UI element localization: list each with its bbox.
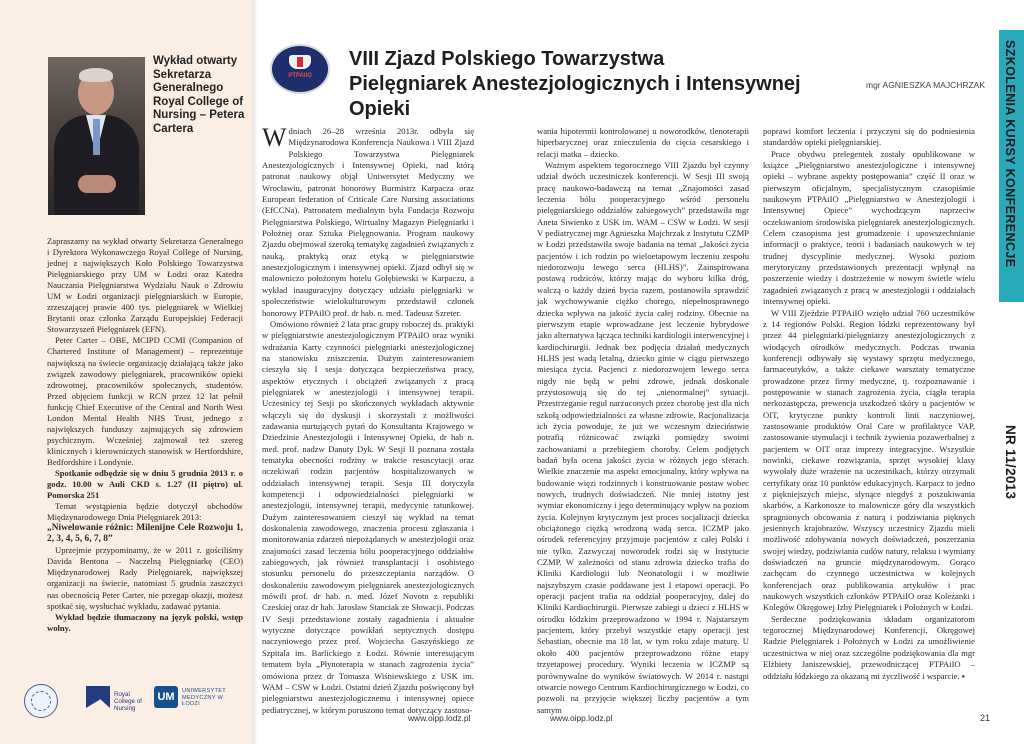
ptpaiio-logo-icon	[270, 44, 330, 94]
announcement-paragraph: Peter Carter – OBE, MCIPD CCMI (Companion of Chartered Institute of Management) – reprezentuje największą na świecie organizację działającą także jako związek zawodowy pielęgniarek, pracowników opieki zdrowotnej, pracowników społecznych, studentów. Przed objęciem funkcji w RCN przez 12 lat pełnił funkcję Chief Executive of the Central and North West London Mental Health NHS Trust, jednego z największych funduszy zajmujących się zdrowiem psychicznym. Wcześniej zajmował też szereg klinicznych i kierowniczych stanowisk w Hertfordshire, Bedfordshire i Londynie.	[47, 335, 243, 467]
footer-url-right: www.oipp.lodz.pl	[550, 713, 613, 723]
lecture-topic: „Niwelowanie różnic: Milenijne Cele Rozwoju 1, 2, 3, 4, 5, 6, 7, 8”	[47, 523, 243, 545]
um-logo-icon: UM	[154, 686, 178, 708]
article-title	[349, 47, 859, 122]
article-paragraph: Wdniach 26–28 września 2013r. odbyła się Międzynarodowa Konferencja Naukowa i VIII Zjazd Polskiego Towarzystwa Pielęgniarek Anestezjologicznych i Intensywnej Opieki, nad którą patronat naukowy objął Uniwersytet Medyczny we Wrocławiu, patronat honorowy Burmistrz Karpacza oraz European federation of Criticale Care Nursing associations (EfCCNa). Patronatem medialnym była Fundacja Rozwoju Pielęgniarstwa Polskiego, Wirtualny Magazyn Pielęgniarki i Położnej oraz Sztuka Pielęgnowania. Program naukowy Zjazdu obejmował szeroką tematykę zagadnień związanych z nauką, praktyką oraz etyką w pielęgniarstwie anestezjologicznym i intensywnej opieki. Zjazd odbył się w malowniczo położonym hotelu Gołębiewski w Karpaczu, a wykład inauguracyjny dotyczący udziału pielęgniarki w społeczeństwie wielokulturowym przedstawił członek honorowy PTPAiIO prof. dr hab. n. med. Tadeusz Szreter.	[262, 123, 474, 318]
footer-url-left: www.oipp.lodz.pl	[408, 713, 471, 723]
article-title-line: Pielęgniarek Anestezjologicznych i Intensywnej Opieki	[349, 73, 801, 120]
article-column-1	[262, 123, 474, 716]
rcn-logo-icon	[86, 686, 110, 708]
announcement-date: Spotkanie odbędzie się w dniu 5 grudnia 2013 r. o godz. 10.00 w Auli CKD s. 1.27 (II piętro) ul. Pomorska 251	[47, 467, 243, 501]
article-paragraph: Omówiono również 2 lata prac grupy roboczej ds. praktyki w pielęgniarstwie anestezjologicznym PTPAiIO oraz wyniki wdrażania Karty czynności pielęgniarki anestezjologicznej na stanowisku zniszczenia. Dużym zainteresowaniem cieszyła się I sesja dotycząca bezpieczeństwa pracy, aspektów etycznych i obciążeń związanych z pracą pielęgniarek w anestezjologii i intensywnej terapii. Uczestnicy tej Sesji po skończonych wykładach aktywnie włączyli się do dyskusji i skorzystali z możliwości zadawania nurtujących pytań do Konsultanta Krajowego w Dziedzinie Anestezjologii i Intensywnej Opieki, dr hab n. med. prof. nadzw Danuty Dyk. W Sesji II poznana została tematyka obecności rodziny w trakcie resuscytacji oraz oczekiwań rodzin pacjentów hospitalizowanych w oddziałach intensywnej terapii. Sesja III dotyczyła kompetencji i odpowiedzialności pielęgniarki w anestezjologii, intensywnej terapii, medycynie ratunkowej. Dużym zainteresowaniem cieszył się wykład na temat doskonalenia zawodowego, znaczenia procesu zgłaszania i monitorowania zdarzeń niepożądanych w anestezjologii oraz znajomości zasad leczenia bólu pooperacyjnego oddziałów zabiegowych, jak również transplantacji i osobistego stosunku personelu do przeszczepiania narządów. O doskonaleniu zawodowym pielęgniarek anestezjologicznych mówili prof. dr hab. n. med. Józef Novotn z republiki Czeskiej oraz dr hab. Jarosław Stanciak ze Słowacji. Podczas IV Sesji przedstawione zostały zagadnienia i aktualne wytyczne dotyczące powikłań septycznych dostępu naczyniowego przez prof. Wojciecha Gaszyńskiego ze Szpitala im. Barlickiego z Łodzi. Równie interesującym tematem była „Płynoterapia w stanach zagrożenia życia” omówiona przez dr Tomasza Wiśniewskiego z USK im. WAM – CSW w Łodzi. Ostatni dzień Zjazdu poświęcony był pielęgniarstwu anestezjologicznemu i intensywnej opiece pediatrycznej, w którym poruszono temat dotyczący zastoso-	[262, 318, 474, 715]
announcement-paragraph: Temat wystąpienia będzie dotyczył obchodów Międzynarodowego Dnia Pielęgniarek 2013:	[47, 501, 243, 523]
article-paragraph: Ważnym aspektem tegorocznego VIII Zjazdu był czynny udział dwóch uczestniczek konferencji. W Sesji III swoją pracę naukowo-badawczą na temat „Znajomości zasad leczenia bólu pooperacyjnego wśród personelu pielęgniarskiego oddziałów zabiegowych” przedstawiła mgr Aneta Siwienko z USK im. WAM – CSW w Łodzi. W sesji V pediatrycznej mgr Agnieszka Majchrzak z Instytutu CZMP w Łodzi przedstawiła swoje badania na temat „Jakości życia pacjentów i ich rodzin po wieloetapowym leczeniu zespołu niedorozwoju lewego serca (HLHS)”. Zainspirowana postawą rodziców, którzy mając do wyboru kilka dróg, walczą o każdy dzień bycia razem, postanowiła sprawdzić jak wychowywanie ciężko chorego, niepełnosprawnego dziecka wpływa na jakość życia całej rodziny. Obecnie na pierwszym etapie wprowadzane jest leczenie hybrydowe jako alternatywa łącząca techniki kardiologii interwencyjnej i kardiochirurgii. Jednak bez podjęcia działań medycznych HLHS jest wadą letalną, dziecko ginie w ciągu pierwszego miesiąca życia. Pacjenci z niedorozwojem lewego serca nigdy nie będą w pełni zdrowe, jednak doskonale przystosowują się do tej „nienormalnej” sytuacji. Przestrzeganie reguł narzuconych przez chorobę jest dla nich szkołą odpowiedzialności za własne zdrowie. Racjonalizacja ich życia powoduje, że już we wczesnym dzieciństwie potrafią różnicować związki pomiędzy swoimi zachowaniami a przebiegiem choroby. Celem podjętych badań była ocena jakości życia w różnych jego sferach. Wielkie znaczenie ma aspekt emocjonalny, który wpływa na budowanie więzi rodzinnych i konstruowanie postaw wobec nowych, trudnych doświadczeń. Nie mniej istotny jest wymiar ekonomiczny i jego determinujący wpływ na poziom życia. Kolejnym krytycznym jest proces socjalizacji dziecka obciążonego ciężką wrodzoną wadą serca. ICZMP jako ośrodek referencyjny przyjmuje pacjentów z całej Polski i nie tylko. Zazwyczaj noworodek rodzi się w Instytucie CZMP. W zależności od stanu zdrowia dziecko trafia do Kliniki Kardiologii lub Neonatologii i w możliwie najszybszym czasie poddawane jest I etapowi operacji. Po operacji pacjent trafia na oddział pooperacyjny, dalej do Kliniki Kardiochirurgii. Pierwsze zabiegi u dzieci z HLHS w ośrodku łódzkim przeprowadzono w 1994 r. Najstarszym pacjentem, który przebył wszystkie etapy operacji jest Sebastian, obecnie ma 18 lat, w tym roku zdaje maturę. U około 400 pacjentów przeprowadzono różne etapy trzyetapowej procedury. Wyniki leczenia w ICZMP są porównywalne do wyników światowych. W 2014 r. nastąpi otwarcie nowego Centrum Kardiochirurgicznego w Łodzi, co pozwoli na przyjęcie większej liczby pacjentów a tym samym	[537, 160, 749, 715]
drop-cap: W	[262, 123, 287, 152]
portrait-photo	[48, 57, 145, 215]
sponsor-logos	[24, 680, 244, 720]
announcement-note: Wykład będzie tłumaczony na język polski, wstęp wolny.	[47, 611, 243, 633]
article-column-2	[537, 126, 749, 716]
page-spine	[252, 0, 258, 744]
society-seal-icon	[24, 684, 58, 718]
ptpaiio-logo-text: PTPAiIO	[288, 73, 312, 79]
article-paragraph: W VIII Zjeździe PTPAiIO wzięło udział 760 uczestników z 14 regionów Polski. Region łódzki reprezentowany był przez 44 pielęgniarki/pielęgniarzy anestezjologicznych z wiodących ośrodków medycznych. Podczas trwania konferencji odbywały się wystawy sprzętu medycznego, farmaceutyków, a także ciekawe warsztaty tematyczne prowadzone przez firmy medyczne, tj. rozpoznawanie i postępowanie w stanach zagrożenia życia, ciągła terapia nerkozastępcza, prewencja uszkodzeń skóry u pacjentów w OIT, krytyczne punkty kontroli linii naczyniowej, zastosowanie produktów Oral Care w profilaktyce VAP, zastosowanie stymulacji i technik żywienia pozawerbalnej z pacjentem w OIT oraz imprezy integracyjne. Wszystkie nowinki, ciekawe rozwiązania, sprzęt wysokiej klasy wywołały duże wrażenie na uczestnikach, którzy otrzymali certyfikaty oraz 10 punktów edukacyjnych. Karpacz to jedno z piękniejszych miejsc, słynące niegdyś z poszukiwania skarbów, a Karkonosze to malownicze góry dla wszystkich spragnionych obcowania z naturą i podziwiania pięknych jesiennych krajobrazów. Wszyscy uczestnicy Zjazdu mieli możliwość zdobywania nowych doświadczeń, poszerzania swojej wiedzy, podziwiania cudów natury, relaksu i wymiany doświadczeń na gruncie międzynarodowym. Gorąco zachęcam do czynnego uczestnictwa w kolejnych konferencjach oraz publikowania artykułów i prac naukowych wszystkich członków PTPAiIO oraz Koleżanki i Kolegów Okręgowej Izby Pielęgniarek i Położnych w Łodzi.	[763, 307, 975, 613]
um-logo-text: UNIWERSYTET MEDYCZNY W ŁODZI	[182, 688, 226, 708]
announcement-paragraph: Zapraszamy na wykład otwarty Sekretarza Generalnego i Dyrektora Wykonawczego Royal College of Nursing, jednej z największych Koło Polskiego Towarzystwa Pielęgniarskiego przy UM w Łodzi oraz Katedra Nauczania Pielęgniarstwa Wydziału Nauk o Zdrowiu UM w Łodzi organizacji pielęgniarskich w Europie, zrzeszającej prawie 400 tys. pielęgniarek w Wielkiej Brytanii oraz członka Zarządu Europejskiej Federacji Stowarzyszeń Pielęgniarek (EFN).	[47, 236, 243, 335]
article-author: mgr AGNIESZKA MAJCHRZAK	[866, 80, 986, 90]
section-label: SZKOLENIA KURSY KONFERENCJE	[1003, 40, 1017, 268]
announcement-paragraph: Uprzejmie przypominamy, że w 2011 r. gościliśmy Davida Bentona – Naczelną Pielęgniarkę (CEO) Międzynarodowej Rady Pielęgniarek, największej organizacji na świecie, natomiast 5 grudnia zaszczyci nas obecnością Peter Carter, nie przegap okazji, możesz spotkać się, wysłuchać wykładu, zadawać pytania.	[47, 545, 243, 611]
issue-number: NR 11/2013	[1003, 425, 1018, 500]
page-number: 21	[980, 713, 991, 723]
article-paragraph: poprawi komfort leczenia i przyczyni się do podniesienia standardów opieki pielęgniarskiej.	[763, 126, 975, 148]
rcn-logo-text: Royal College of Nursing	[114, 691, 142, 712]
article-paragraph: Prace obydwu prelegentek zostały opublikowane w książce „Pielęgniarstwo anestezjologiczne i intensywnej opieki – wybrane aspekty postępowania” część II oraz w pierwszym oficjalnym, specjalistycznym czasopiśmie naukowym PTPAiIO „Pielęgniarstwo w Anestezjologii i Intensywnej Opiece” wychodzącym naprzeciw oczekiwaniom środowiska pielęgniarek anestezjologicznych. Celem czasopisma jest gromadzenie i upowszechnianie informacji o praktyce, teorii i badaniach naukowych w tej trudnej dyscyplinie medycznej. Wysoki poziom merytoryczny przedstawionych prezentacji wpłynął na poszerzenie wiedzy i dostrzeżenie w nowym świetle wielu zagadnień związanych z pracą w anestezjologii i oddziałach intensywnej opieki.	[763, 148, 975, 307]
article-title-line: VIII Zjazd Polskiego Towarzystwa	[349, 48, 665, 70]
article-paragraph: Serdeczne podziękowania składam organizatorom tegorocznej Międzynarodowej Konferencji, Okręgowej Radzie Pielęgniarek i Położnych w Łodzi za umożliwienie uczestnictwa w niej oraz szczególne podziękowania dla mgr Elżbiety Janiszewskiej, przewodniczącej PTPAiIO – oddziału łódzkiego za okazaną mi życzliwość i wsparcie. ▪	[763, 613, 975, 681]
article-column-3	[763, 126, 975, 682]
lecture-caption-title: Wykład otwarty Sekretarza Generalnego Royal College of Nursing – Petera Cartera	[153, 55, 245, 135]
lecture-announcement	[47, 236, 243, 634]
article-paragraph: wania hipotermii kontrolowanej u noworodków, tlenoterapii hiperbarycznej oraz znieczulenia do cięcia cesarskiego i relacji matka – dziecko.	[537, 126, 749, 159]
